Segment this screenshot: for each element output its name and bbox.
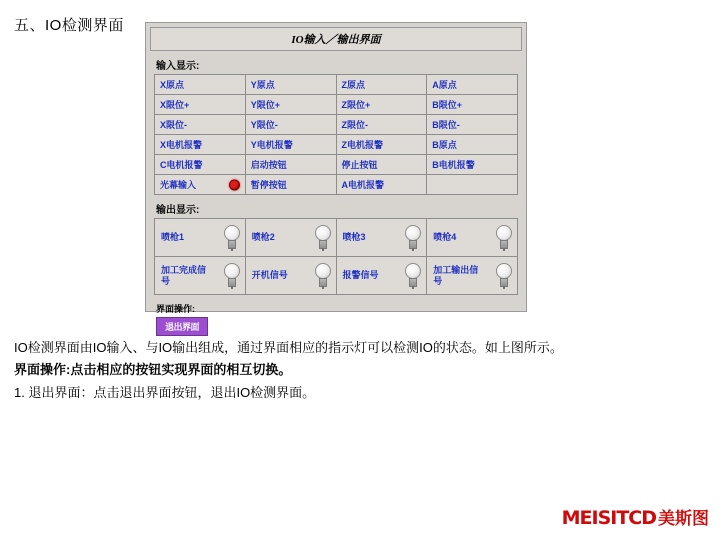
table-row: [155, 257, 518, 295]
io-window-title: IO输入／输出界面: [291, 34, 381, 46]
io-output-cell[interactable]: [427, 257, 518, 295]
io-input-cell[interactable]: Y原点: [246, 75, 337, 95]
io-output-label: 喷枪4: [433, 232, 457, 242]
description-paragraph: IO检测界面由IO输入、与IO输出组成，通过界面相应的指示灯可以检测IO的状态。如上图所示。: [14, 340, 563, 355]
io-input-cell[interactable]: 启动按钮: [246, 155, 337, 175]
io-interface-screenshot: [145, 22, 527, 332]
io-output-label: 加工输出信号: [433, 264, 479, 286]
exit-instruction-paragraph: 1. 退出界面：点击退出界面按钮，退出IO检测界面。: [14, 385, 316, 400]
io-input-label: 光幕输入: [160, 180, 197, 190]
io-output-cell[interactable]: [155, 257, 246, 295]
io-input-cell[interactable]: X限位-: [155, 115, 246, 135]
table-row: [155, 115, 518, 135]
output-section-label: 输出显示:: [156, 205, 200, 216]
io-input-cell[interactable]: Z限位+: [337, 95, 428, 115]
io-output-cell[interactable]: [155, 219, 246, 257]
logo-wordmark: MEISITCD: [561, 507, 656, 529]
io-input-cell[interactable]: Z限位-: [337, 115, 428, 135]
io-input-cell[interactable]: X限位+: [155, 95, 246, 115]
io-output-grid: [154, 218, 518, 295]
lamp-icon: [495, 225, 513, 251]
io-output-label: 喷枪1: [161, 232, 185, 242]
io-output-label: 报警信号: [342, 270, 379, 280]
io-input-cell[interactable]: 停止按钮: [337, 155, 428, 175]
io-output-label: 开机信号: [251, 270, 288, 280]
table-row: [155, 75, 518, 95]
io-input-cell[interactable]: Y限位-: [246, 115, 337, 135]
io-input-cell[interactable]: X电机报警: [155, 135, 246, 155]
io-input-cell[interactable]: B限位+: [427, 95, 518, 115]
exit-interface-button[interactable]: 退出界面: [156, 317, 208, 336]
io-input-cell[interactable]: X原点: [155, 75, 246, 95]
table-row: [155, 95, 518, 115]
io-input-cell[interactable]: [155, 175, 246, 195]
io-output-label: 喷枪2: [251, 232, 275, 242]
lamp-icon: [404, 263, 422, 289]
lamp-icon: [223, 263, 241, 289]
io-output-cell[interactable]: [427, 219, 518, 257]
io-input-cell[interactable]: A原点: [427, 75, 518, 95]
lamp-icon: [404, 225, 422, 251]
table-row: [155, 175, 518, 195]
input-section-label: 输入显示:: [156, 61, 200, 72]
io-input-cell[interactable]: B原点: [427, 135, 518, 155]
table-row: [155, 219, 518, 257]
io-input-cell[interactable]: Z原点: [337, 75, 428, 95]
io-output-label: 喷枪3: [342, 232, 366, 242]
logo-chinese-name: 美斯图: [658, 509, 709, 528]
table-row: [155, 155, 518, 175]
io-output-cell[interactable]: [246, 219, 337, 257]
io-input-cell[interactable]: Y限位+: [246, 95, 337, 115]
io-input-cell[interactable]: B电机报警: [427, 155, 518, 175]
io-input-cell[interactable]: B限位-: [427, 115, 518, 135]
io-output-cell[interactable]: [337, 219, 428, 257]
table-row: [155, 135, 518, 155]
io-input-cell[interactable]: 暂停按钮: [246, 175, 337, 195]
io-input-cell[interactable]: Z电机报警: [337, 135, 428, 155]
io-input-grid: [154, 74, 518, 195]
lamp-icon: [223, 225, 241, 251]
io-input-cell[interactable]: A电机报警: [337, 175, 428, 195]
lamp-icon: [314, 263, 332, 289]
io-window-title-bar: [150, 27, 522, 51]
operation-paragraph: 界面操作:点击相应的按钮实现界面的相互切换。: [14, 362, 292, 377]
io-output-cell[interactable]: [337, 257, 428, 295]
page-title: 五、IO检测界面: [14, 17, 124, 34]
io-output-label: 加工完成信号: [161, 264, 207, 286]
lamp-icon: [495, 263, 513, 289]
lamp-icon: [314, 225, 332, 251]
io-input-cell[interactable]: C电机报警: [155, 155, 246, 175]
operation-section-label: 界面操作:: [156, 304, 195, 314]
io-output-cell[interactable]: [246, 257, 337, 295]
indicator-led-icon: [229, 179, 240, 190]
company-logo: [562, 504, 709, 529]
io-input-cell[interactable]: Y电机报警: [246, 135, 337, 155]
io-input-cell-empty: [427, 175, 518, 195]
